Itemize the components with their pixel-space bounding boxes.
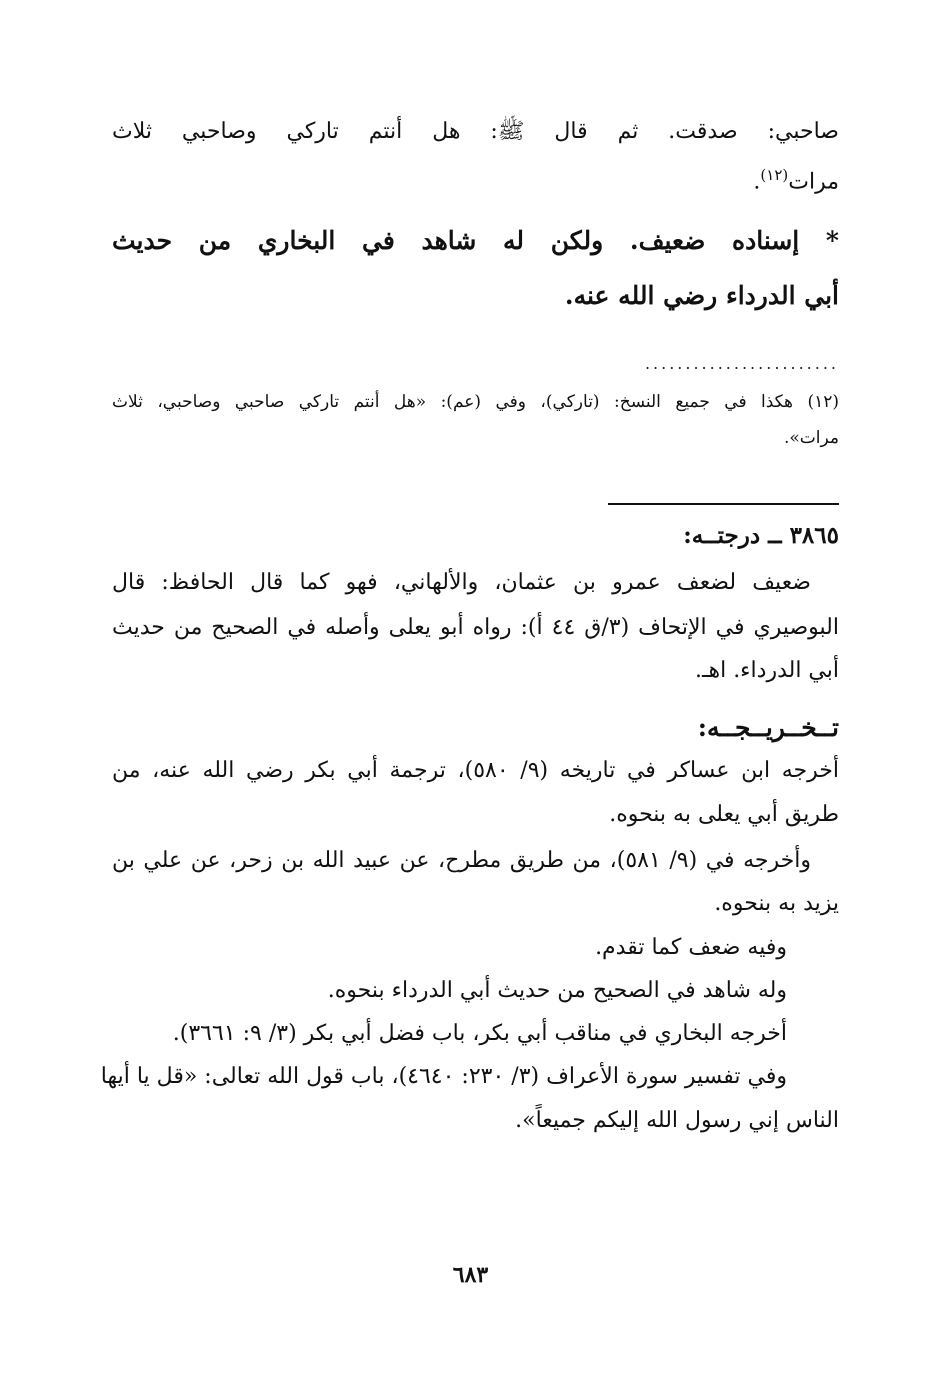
takhrij-line-1: أخرجه ابن عساكر في تاريخه (٩/ ٥٨٠)، ترجمة أبي بكر رضي الله عنه، من bbox=[112, 758, 839, 783]
darajah-line-2: البوصيري في الإتحاف (٣/ق ٤٤ أ): رواه أبو يعلى وأصله في الصحيح من حديث bbox=[112, 615, 839, 640]
isnad-line-1: * إسناده ضعيف. ولكن له شاهد في البخاري من حديث bbox=[112, 226, 839, 255]
body-line-2-text: مرات bbox=[788, 169, 839, 195]
body-line-1: صاحبي: صدقت. ثم قال ﷺ: هل أنتم تاركي وصاحبي ثلاث bbox=[112, 119, 839, 144]
takhrij-heading: تــخــريــجــه: bbox=[697, 713, 839, 742]
page-number: ٦٨٣ bbox=[452, 1262, 489, 1288]
footnote-separator: ........................ bbox=[644, 354, 839, 373]
section-divider bbox=[608, 503, 839, 505]
takhrij-line-7: أخرجه البخاري في مناقب أبي بكر، باب فضل أبي بكر (٣/ ٩: ٣٦٦١). bbox=[172, 1021, 787, 1046]
takhrij-line-2: طريق أبي يعلى به بنحوه. bbox=[609, 802, 839, 827]
footnote-line-2: مرات». bbox=[783, 428, 839, 448]
body-line-2 bbox=[112, 168, 839, 193]
darajah-line-3: أبي الدرداء. اهـ. bbox=[695, 658, 839, 683]
body-line-2-suffix: . bbox=[753, 169, 761, 195]
footnote-line-1: (١٢) هكذا في جميع النسخ: (تاركي)، وفي (عم): «هل أنتم تاركي صاحبي وصاحبي، ثلاث bbox=[112, 392, 839, 412]
darajah-heading: ٣٨٦٥ ــ درجتــه: bbox=[683, 522, 839, 549]
takhrij-line-4: يزيد به بنحوه. bbox=[714, 891, 839, 916]
takhrij-line-6: وله شاهد في الصحيح من حديث أبي الدرداء بنحوه. bbox=[327, 978, 787, 1003]
takhrij-line-5: وفيه ضعف كما تقدم. bbox=[595, 935, 787, 960]
takhrij-line-9: الناس إني رسول الله إليكم جميعاً». bbox=[515, 1108, 839, 1133]
footnote-marker[interactable]: (١٢) bbox=[760, 166, 789, 184]
darajah-line-1: ضعيف لضعف عمرو بن عثمان، والألهاني، فهو كما قال الحافظ: قال bbox=[112, 570, 811, 595]
takhrij-line-3: وأخرجه في (٩/ ٥٨١)، من طريق مطرح، عن عبيد الله بن زحر، عن علي بن bbox=[112, 848, 812, 873]
takhrij-line-8: وفي تفسير سورة الأعراف (٣/ ٢٣٠: ٤٦٤٠)، باب قول الله تعالى: «قل يا أيها bbox=[100, 1064, 787, 1089]
isnad-line-2: أبي الدرداء رضي الله عنه. bbox=[564, 281, 839, 310]
